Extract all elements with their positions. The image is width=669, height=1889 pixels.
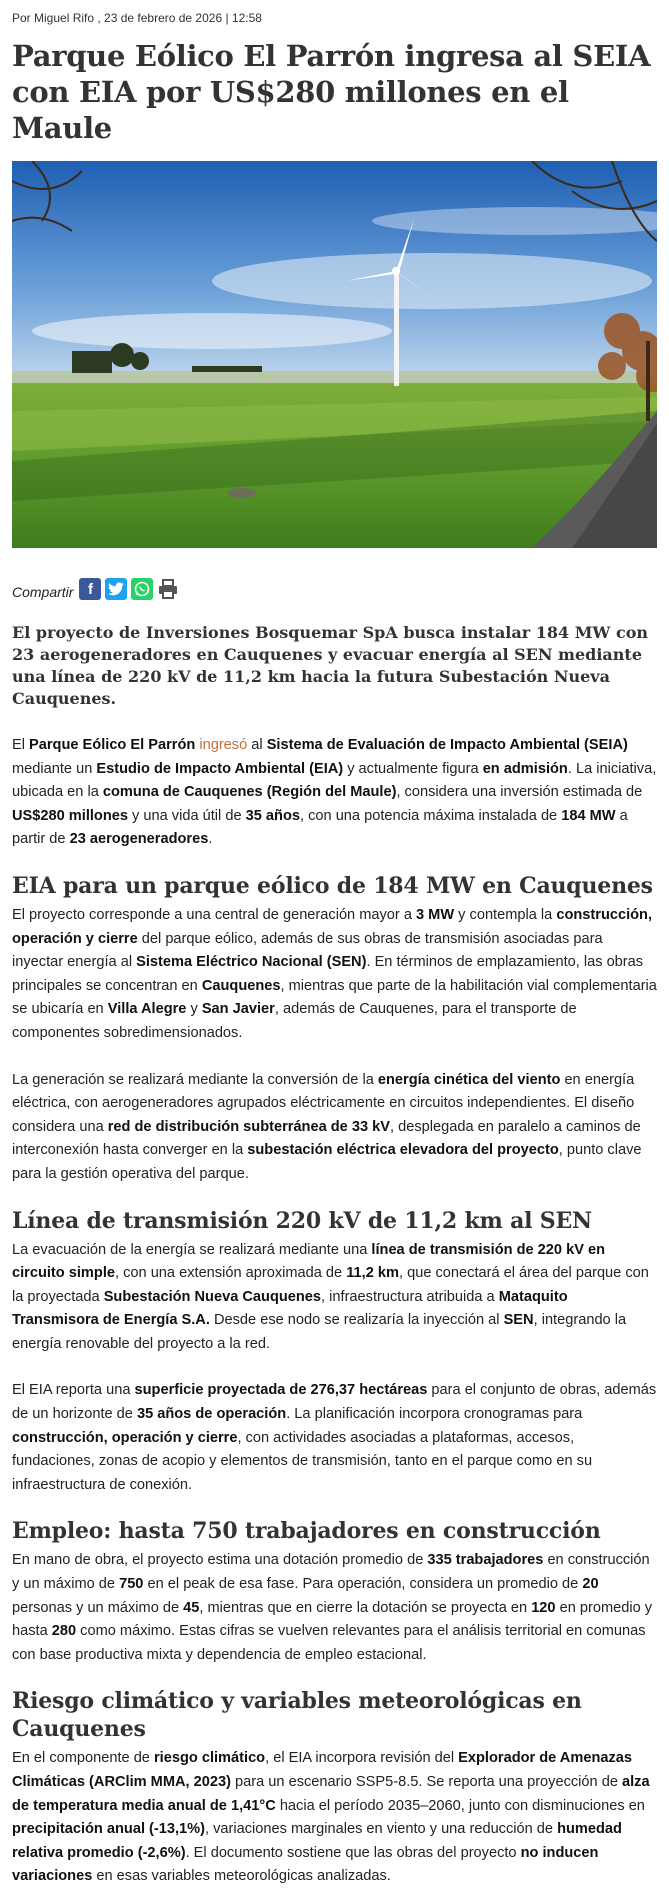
section-heading-transmision: Línea de transmisión 220 kV de 11,2 km al SEN (12, 1207, 592, 1234)
section-heading-eia: EIA para un parque eólico de 184 MW en Cauquenes (12, 872, 653, 899)
wind-turbine-photo (12, 161, 657, 548)
article-title: Parque Eólico El Parrón ingresa al SEIA con EIA por US$280 millones en el Maule (12, 39, 651, 145)
paragraph-4: La evacuación de la energía se realizará mediante una línea de transmisión de 220 kV en circuito simple, con una extensión aproximada de 11,2 km, que conectará el área del parque con la proyectada Subestación Nueva Cauquenes, infraestructura atribuida a Mataquito Transmisora de Energía S.A. Desde ese nodo se realizaría la inyección al SEN, integrando la energía renovable del proyecto a la red. (12, 1241, 649, 1352)
byline: Por Miguel Rifo , 23 de febrero de 2026 | 12:58 (12, 11, 262, 25)
section-heading-riesgo: Riesgo climático y variables meteorológicas en Cauquenes (12, 1688, 582, 1743)
link-parque-eolico[interactable]: Parque Eólico El Parrón ingresó (29, 737, 248, 753)
share-bar (12, 576, 657, 602)
twitter-icon[interactable] (105, 578, 127, 600)
paragraph-3: La generación se realizará mediante la conversión de la energía cinética del viento en energía eléctrica, con aerogeneradores agrupados eléctricamente en circuitos independientes. El diseño considera una red de distribución subterránea de 33 kV, desplegada en paralelo a caminos de interconexión hasta converger en la subestación eléctrica elevadora del proyecto, punto clave para la gestión operativa del parque. (12, 1071, 642, 1182)
article-lead: El proyecto de Inversiones Bosquemar SpA busca instalar 184 MW con 23 aerogeneradores en Cauquenes y evacuar energía al SEN mediante una línea de 220 kV de 11,2 km hacia la futura Subestación Nueva Cauquenes. (12, 623, 649, 708)
paragraph-2: El proyecto corresponde a una central de generación mayor a 3 MW y contempla la construcción, operación y cierre del parque eólico, además de sus obras de transmisión asociadas para inyectar energía al Sistema Eléctrico Nacional (SEN). En términos de emplazamiento, las obras principales se concentran en Cauquenes, mientras que parte de la habilitación vial complementaria se ubicaría en Villa Alegre y San Javier, además de Cauquenes, para el transporte de componentes sobredimensionados. (12, 906, 657, 1041)
whatsapp-icon[interactable] (131, 578, 153, 600)
section-heading-empleo: Empleo: hasta 750 trabajadores en construcción (12, 1518, 601, 1545)
paragraph-5: El EIA reporta una superficie proyectada de 276,37 hectáreas para el conjunto de obras, además de un horizonte de 35 años de operación. La planificación incorpora cronogramas para construcción, operación y cierre, con actividades asociadas a plataformas, accesos, fundaciones, zonas de acopio y elementos de transmisión, tanto en el parque como en su infraestructura de conexión. (12, 1382, 657, 1493)
paragraph-7: En el componente de riesgo climático, el EIA incorpora revisión del Explorador de Amenazas Climáticas (ARClim MMA, 2023) para un escenario SSP5-8.5. Se reporta una proyección de alza de temperatura media anual de 1,41°C hacia el período 2035–2060, junto con disminuciones en precipitación anual (-13,1%), variaciones marginales en viento y una reducción de humedad relativa promedio (-2,6%). El documento sostiene que las obras del proyecto no inducen variaciones en esas variables meteorológicas analizadas. (12, 1750, 650, 1885)
hero-image (12, 161, 657, 548)
print-icon[interactable] (157, 578, 179, 600)
share-label: Compartir (12, 584, 74, 600)
paragraph-1: El Parque Eólico El Parrón ingresó al Sistema de Evaluación de Impacto Ambiental (SEIA) mediante un Estudio de Impacto Ambiental (EIA) y actualmente figura en admisión. La iniciativa, ubicada en la comuna de Cauquenes (Región del Maule), considera una inversión estimada de US$280 millones y una vida útil de 35 años, con una potencia máxima instalada de 184 MW a partir de 23 aerogeneradores. (12, 737, 657, 848)
link-seia[interactable]: Sistema de Evaluación de Impacto Ambiental (SEIA) (266, 737, 628, 753)
paragraph-6: En mano de obra, el proyecto estima una dotación promedio de 335 trabajadores en construcción y un máximo de 750 en el peak de esa fase. Para operación, considera un promedio de 20 personas y un máximo de 45, mientras que en cierre la dotación se proyecta en 120 en promedio y hasta 280 como máximo. Estas cifras se vuelven relevantes para el análisis territorial en comunas con base productiva mixta y dependencia de empleo estacional. (12, 1552, 653, 1663)
facebook-icon[interactable]: f (79, 578, 101, 600)
